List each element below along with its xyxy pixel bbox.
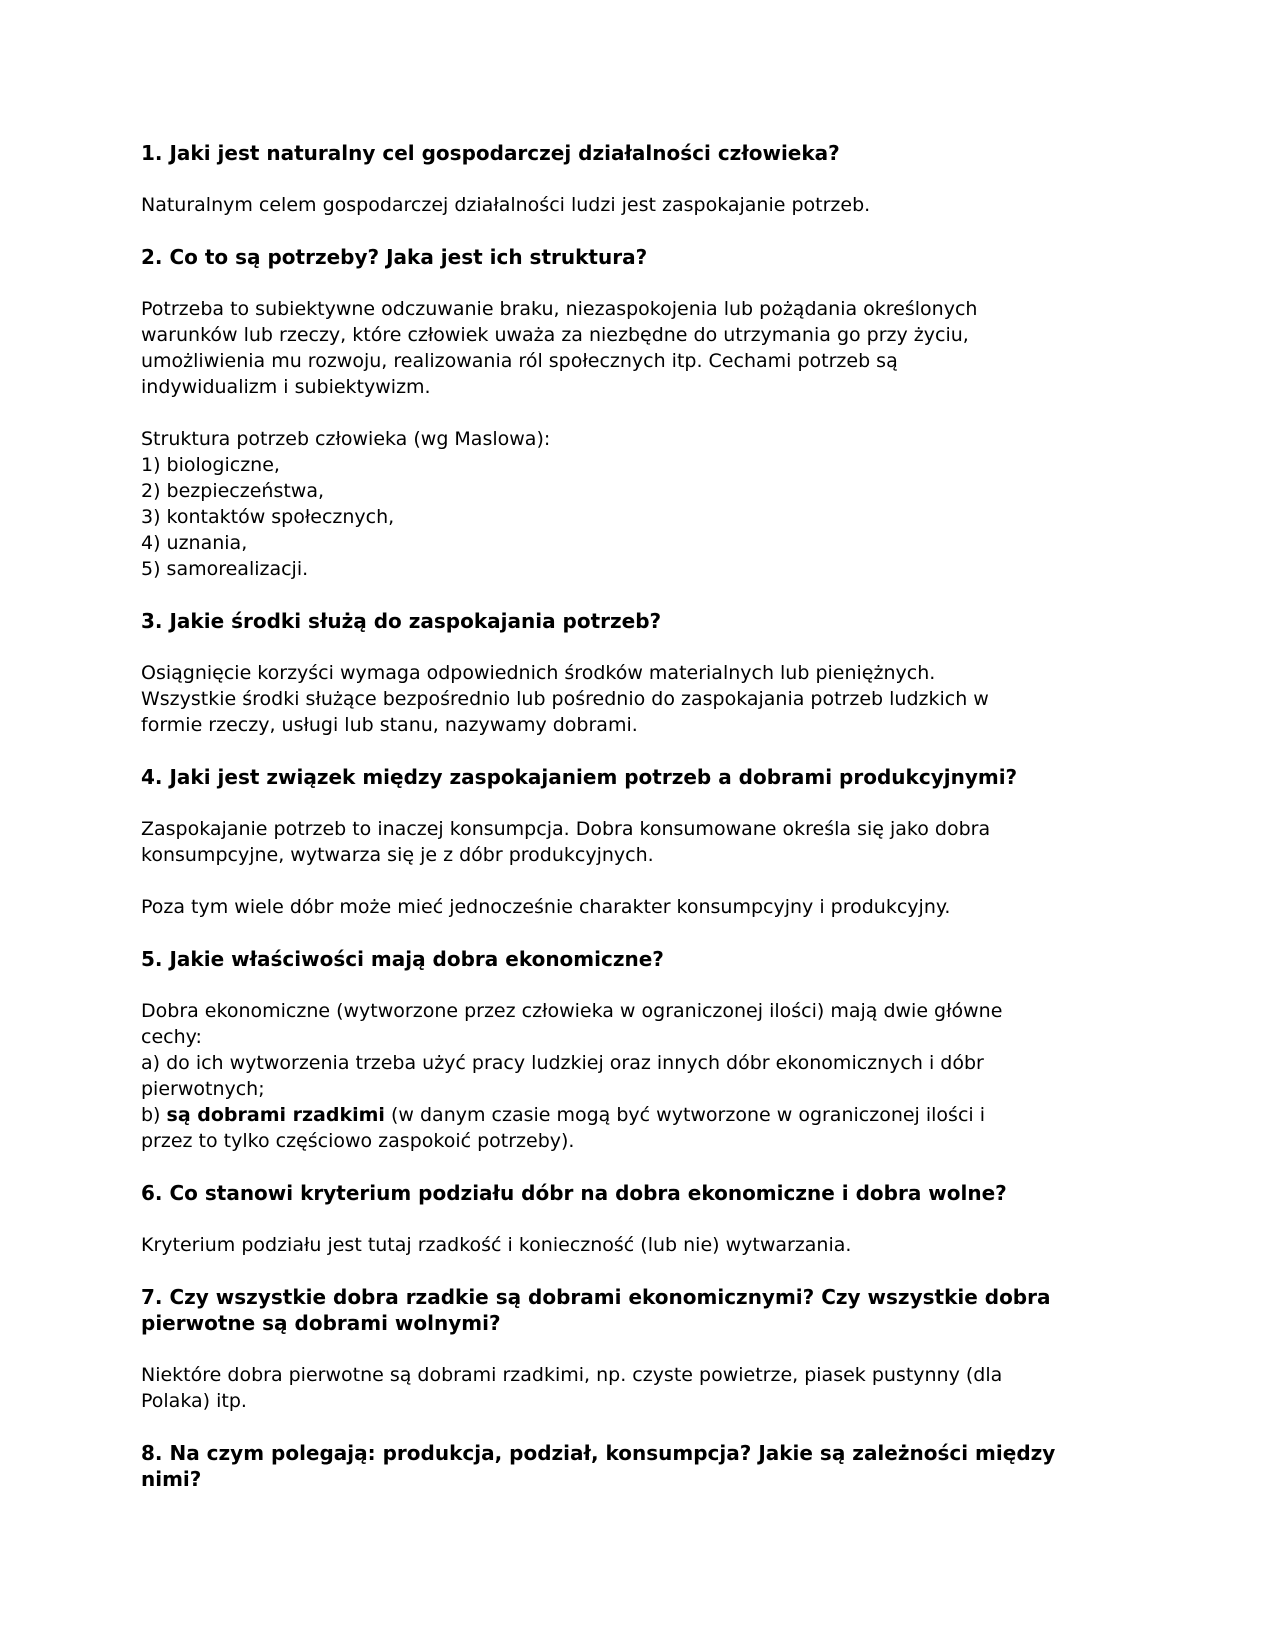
list-item: 5) samorealizacji.: [141, 558, 309, 580]
text-line: Zaspokajanie potrzeb to inaczej konsumpcja. Dobra konsumowane określa się jako dobra: [141, 818, 991, 840]
heading-line: 2. Co to są potrzeby? Jaka jest ich struktura?: [141, 245, 648, 269]
text-line: warunków lub rzeczy, które człowiek uważa za niezbędne do utrzymania go przy życiu,: [141, 324, 969, 346]
text-line: Naturalnym celem gospodarczej działalności ludzi jest zaspokajanie potrzeb.: [141, 194, 871, 216]
bold-text-segment: są dobrami rzadkimi: [166, 1104, 385, 1126]
answer-1-paragraph: [141, 192, 1185, 218]
answer-6-paragraph: [141, 1232, 1185, 1258]
text-line: a) do ich wytworzenia trzeba użyć pracy ludzkiej oraz innych dóbr ekonomicznych i dóbr: [141, 1052, 984, 1074]
list-intro-line: Struktura potrzeb człowieka (wg Maslowa):: [141, 428, 551, 450]
question-5-heading: [141, 946, 1185, 972]
question-1-heading: [141, 140, 1185, 166]
answer-5-paragraph: [141, 998, 1185, 1154]
heading-line: 7. Czy wszystkie dobra rzadkie są dobrami ekonomicznymi? Czy wszystkie dobra: [141, 1285, 1051, 1309]
text-line: Wszystkie środki służące bezpośrednio lub pośrednio do zaspokajania potrzeb ludzkich w: [141, 688, 989, 710]
answer-7-paragraph: [141, 1362, 1185, 1414]
text-line: Osiągnięcie korzyści wymaga odpowiednich środków materialnych lub pieniężnych.: [141, 662, 936, 684]
heading-line: 3. Jakie środki służą do zaspokajania potrzeb?: [141, 609, 662, 633]
question-6-heading: [141, 1180, 1185, 1206]
text-line: przez to tylko częściowo zaspokoić potrzeby).: [141, 1130, 575, 1152]
heading-line: 5. Jakie właściwości mają dobra ekonomiczne?: [141, 947, 664, 971]
text-line: Niektóre dobra pierwotne są dobrami rzadkimi, np. czyste powietrze, piasek pustynny (dla: [141, 1364, 1003, 1386]
answer-4-note-paragraph: [141, 894, 1185, 920]
text-line: Potrzeba to subiektywne odczuwanie braku, niezaspokojenia lub pożądania określonych: [141, 298, 978, 320]
text-line: formie rzeczy, usługi lub stanu, nazywamy dobrami.: [141, 714, 638, 736]
answer-3-paragraph: [141, 660, 1185, 738]
list-item: 1) biologiczne,: [141, 454, 280, 476]
list-item: 2) bezpieczeństwa,: [141, 480, 325, 502]
question-7-heading: [141, 1284, 1185, 1336]
heading-line: nimi?: [141, 1467, 202, 1491]
question-8-heading: [141, 1440, 1185, 1492]
question-3-heading: [141, 608, 1185, 634]
question-2-heading: [141, 244, 1185, 270]
text-segment: (w danym czasie mogą być wytworzone w ograniczonej ilości i: [384, 1104, 985, 1126]
question-4-heading: [141, 764, 1185, 790]
text-line: Poza tym wiele dóbr może mieć jednocześnie charakter konsumpcyjny i produkcyjny.: [141, 896, 951, 918]
text-line: Polaka) itp.: [141, 1390, 247, 1412]
text-line: Kryterium podziału jest tutaj rzadkość i konieczność (lub nie) wytwarzania.: [141, 1234, 852, 1256]
answer-4-paragraph: [141, 816, 1185, 868]
text-segment: b): [141, 1104, 167, 1126]
heading-line: 4. Jaki jest związek między zaspokajaniem potrzeb a dobrami produkcyjnymi?: [141, 765, 1018, 789]
text-line: cechy:: [141, 1026, 202, 1048]
text-line: pierwotnych;: [141, 1078, 265, 1100]
heading-line: 1. Jaki jest naturalny cel gospodarczej działalności człowieka?: [141, 141, 840, 165]
answer-2-paragraph: [141, 296, 1185, 400]
text-line: Dobra ekonomiczne (wytworzone przez człowieka w ograniczonej ilości) mają dwie główne: [141, 1000, 1003, 1022]
text-line: konsumpcyjne, wytwarza się je z dóbr produkcyjnych.: [141, 844, 654, 866]
text-line: indywidualizm i subiektywizm.: [141, 376, 431, 398]
needs-structure-list: [141, 426, 1185, 582]
heading-line: pierwotne są dobrami wolnymi?: [141, 1311, 501, 1335]
heading-line: 6. Co stanowi kryterium podziału dóbr na dobra ekonomiczne i dobra wolne?: [141, 1181, 1007, 1205]
text-line-with-bold: [141, 1102, 1185, 1128]
list-item: 3) kontaktów społecznych,: [141, 506, 395, 528]
text-line: umożliwienia mu rozwoju, realizowania ról społecznych itp. Cechami potrzeb są: [141, 350, 898, 372]
list-item: 4) uznania,: [141, 532, 248, 554]
heading-line: 8. Na czym polegają: produkcja, podział, konsumpcja? Jakie są zależności między: [141, 1441, 1056, 1465]
